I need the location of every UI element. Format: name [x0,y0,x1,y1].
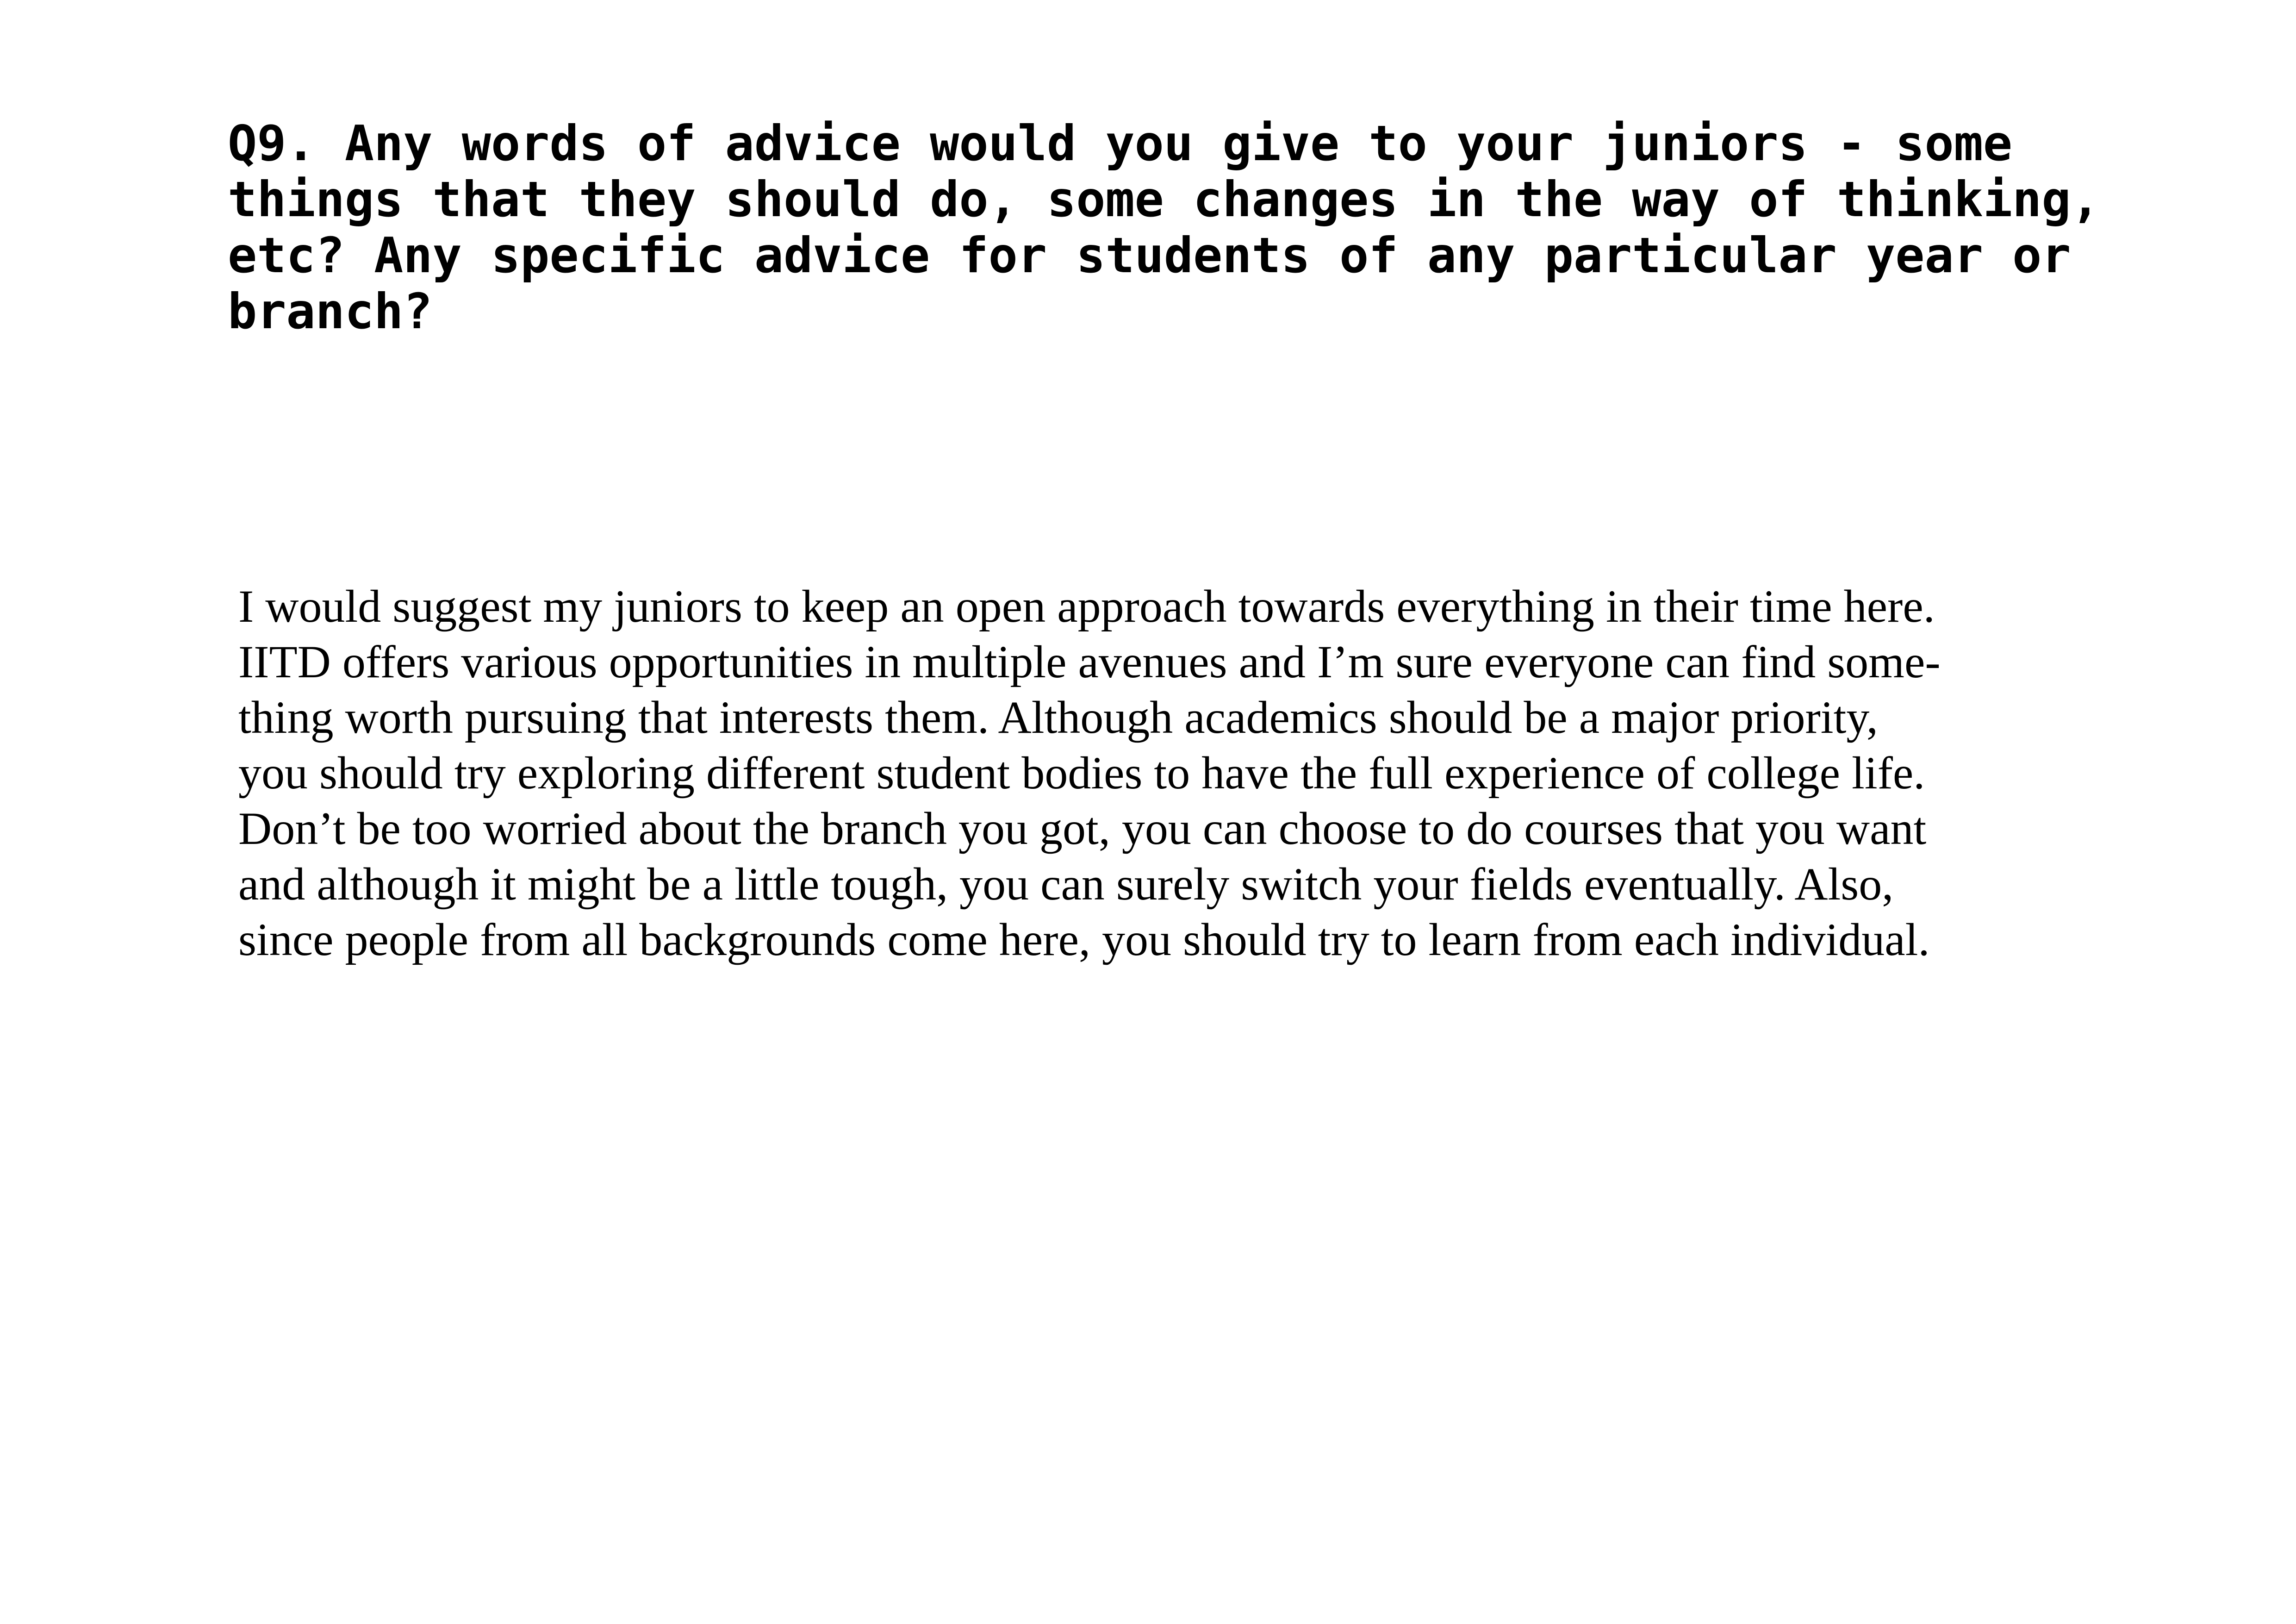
answer-paragraph [238,579,2159,968]
answer-line: since people from all backgrounds come here, you should try to learn from each individual. [238,914,1930,965]
answer-line: thing worth pursuing that interests them. Although academics should be a major priority, [238,692,1878,743]
answer-line: Don’t be too worried about the branch you got, you can choose to do courses that you want [238,803,1927,854]
question-heading [228,116,2148,340]
question-line: things that they should do, some changes in the way of thinking, [228,171,2100,228]
answer-line: you should try exploring different student bodies to have the full experience of college life. [238,747,1925,799]
answer-line: I would suggest my juniors to keep an open approach towards everything in their time here. [238,581,1935,632]
answer-line: and although it might be a little tough, you can surely switch your fields eventually. Also, [238,858,1894,910]
answer-line: IITD offers various opportunities in multiple avenues and I’m sure everyone can find some- [238,636,1941,687]
question-line: branch? [228,283,433,340]
question-line: Q9. Any words of advice would you give to your juniors - some [228,115,2013,172]
question-line: etc? Any specific advice for students of any particular year or [228,227,2071,284]
